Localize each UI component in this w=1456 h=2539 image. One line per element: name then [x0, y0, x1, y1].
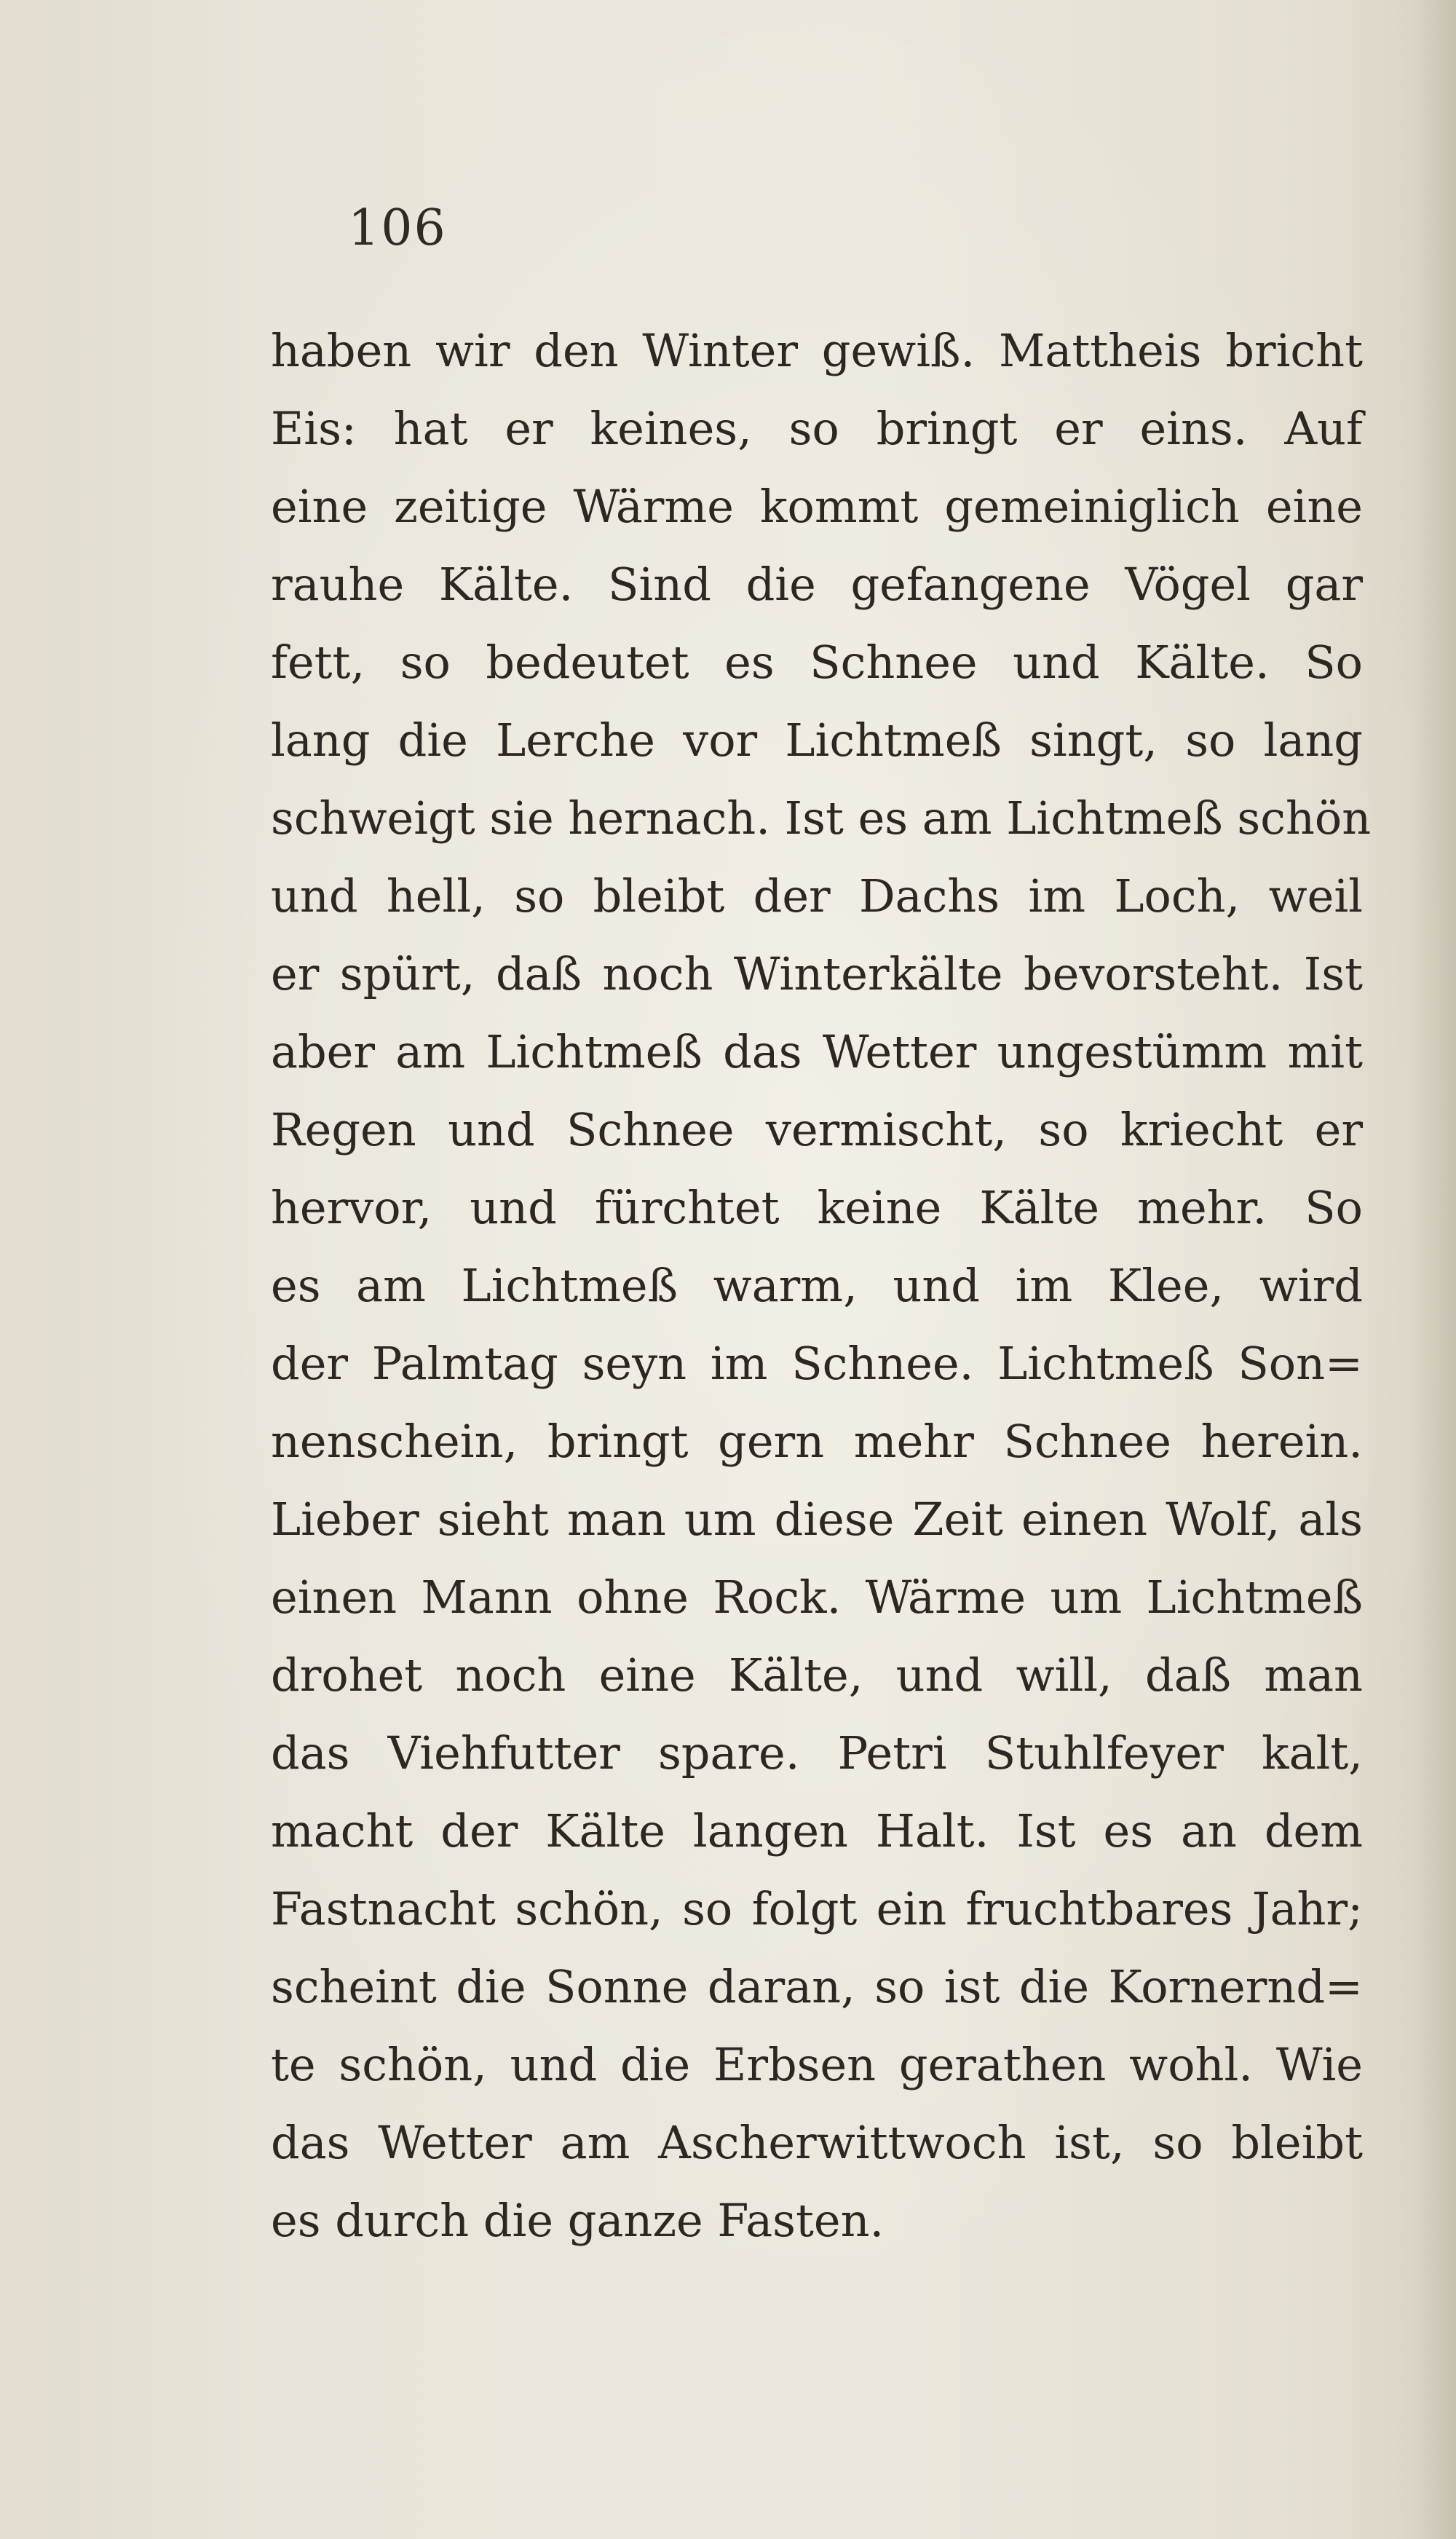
- text-line: schweigt sie hernach. Ist es am Lichtmeß schön: [271, 791, 1372, 845]
- text-line: es am Lichtmeß warm, und im Klee, wird: [271, 1259, 1363, 1312]
- text-line: macht der Kälte langen Halt. Ist es an dem: [271, 1804, 1363, 1857]
- text-line: Eis: hat er keines, so bringt er eins. Auf: [271, 402, 1363, 455]
- text-line: es durch die ganze Fasten.: [271, 2194, 885, 2247]
- text-line: der Palmtag seyn im Schnee. Lichtmeß Son=: [271, 1337, 1363, 1390]
- body-text: [271, 312, 1372, 2259]
- text-line: hervor, und fürchtet keine Kälte mehr. So: [271, 1181, 1363, 1234]
- text-line: einen Mann ohne Rock. Wärme um Lichtmeß: [271, 1571, 1363, 1624]
- text-line: lang die Lerche vor Lichtmeß singt, so lang: [271, 714, 1363, 767]
- text-line: Lieber sieht man um diese Zeit einen Wolf, als: [271, 1493, 1363, 1546]
- text-line: drohet noch eine Kälte, und will, daß man: [271, 1648, 1363, 1702]
- page-edge-shadow: [1412, 0, 1456, 2539]
- text-line: fett, so bedeutet es Schnee und Kälte. So: [271, 636, 1363, 689]
- text-line: er spürt, daß noch Winterkälte bevorsteht. Ist: [271, 947, 1363, 1000]
- text-line: haben wir den Winter gewiß. Mattheis bricht: [271, 324, 1363, 377]
- text-line: te schön, und die Erbsen gerathen wohl. Wie: [271, 2038, 1363, 2091]
- text-line: rauhe Kälte. Sind die gefangene Vögel gar: [271, 558, 1363, 611]
- text-line: scheint die Sonne daran, so ist die Kornernd=: [271, 1960, 1363, 2013]
- text-line: das Viehfutter spare. Petri Stuhlfeyer kalt,: [271, 1726, 1363, 1780]
- text-line: nenschein, bringt gern mehr Schnee herein.: [271, 1415, 1363, 1468]
- page-number: 106: [348, 200, 447, 257]
- text-line: Regen und Schnee vermischt, so kriecht er: [271, 1103, 1363, 1156]
- text-line: Fastnacht schön, so folgt ein fruchtbares Jahr;: [271, 1882, 1363, 1935]
- text-line: aber am Lichtmeß das Wetter ungestümm mit: [271, 1025, 1363, 1078]
- text-line: eine zeitige Wärme kommt gemeiniglich eine: [271, 480, 1363, 533]
- text-line: und hell, so bleibt der Dachs im Loch, weil: [271, 869, 1363, 923]
- text-line: das Wetter am Ascherwittwoch ist, so bleibt: [271, 2116, 1363, 2169]
